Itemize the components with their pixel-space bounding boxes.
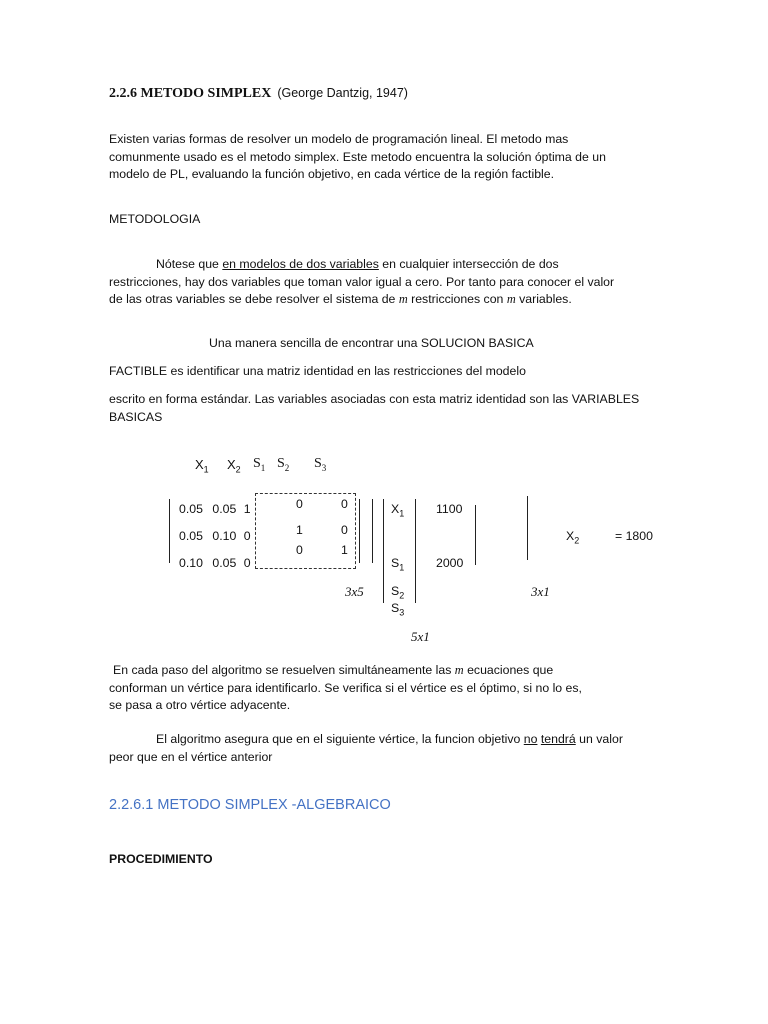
var-s3-text: $S_3$	[391, 601, 405, 618]
paso-text: En cada paso del algoritmo se resuelven simultáneamente las	[113, 663, 455, 677]
header-x2-text: $X_2$	[227, 457, 241, 475]
matrix-row-3	[179, 556, 251, 570]
cell: 0	[243, 529, 251, 543]
paso-text: ecuaciones que	[463, 663, 554, 677]
identity-r1c1: 0	[296, 497, 303, 511]
nota-line-3	[109, 291, 614, 309]
rhs-2000: 2000	[436, 556, 464, 570]
x2-label	[566, 529, 579, 545]
matrix-a-right-bar-2	[372, 499, 373, 563]
identity-r3c2: 1	[341, 543, 348, 557]
asegura-text: El algoritmo asegura que en el siguiente vértice, la funcion objetivo	[156, 732, 524, 746]
identity-r1c2: 0	[341, 497, 348, 511]
title-subtitle: (George Dantzig, 1947)	[277, 86, 408, 100]
dim-3x5: 3x5	[345, 584, 364, 599]
nota-m: m	[506, 292, 516, 306]
nota-line-2: restricciones, hay dos variables que toman valor igual a cero. Por tanto para conocer el valor	[109, 274, 615, 289]
procedimiento-heading: PROCEDIMIENTO	[109, 852, 213, 866]
header-x2	[227, 457, 241, 475]
header-s3-text: $S_3$	[314, 456, 327, 473]
var-s1	[391, 556, 404, 572]
rhs-far-bar	[527, 496, 528, 560]
var-x1-text: $X_1$	[391, 502, 405, 519]
x2-equals-1800: = 1800	[615, 529, 653, 543]
asegura-line-1	[109, 731, 623, 749]
header-x1	[195, 457, 209, 475]
nota-text: variables.	[515, 292, 572, 306]
nota-m: m	[398, 292, 408, 306]
asegura-text: un valor	[575, 732, 623, 746]
asegura-line-2: peor que en el vértice anterior	[109, 749, 273, 764]
cell: 1	[243, 502, 251, 516]
header-s2-text: $S_2$	[277, 456, 290, 473]
header-s3	[314, 456, 326, 473]
nota-text: de las otras variables se debe resolver el sistema de	[109, 292, 399, 306]
solucion-line-2: FACTIBLE es identificar una matriz identidad en las restricciones del modelo	[109, 364, 526, 378]
var-s2-text: $S_2$	[391, 584, 405, 601]
paso-line-1	[109, 662, 582, 680]
dim-5x1: 5x1	[411, 629, 430, 644]
paso-line-3: se pasa a otro vértice adyacente.	[109, 698, 291, 712]
rhs-right-bar	[475, 505, 476, 565]
paso-line-2: conforman un vértice para identificarlo. Se verifica si el vértice es el óptimo, si no lo es,	[109, 680, 582, 695]
identity-r2c1: 1	[296, 523, 303, 537]
metodologia-heading: METODOLOGIA	[109, 212, 201, 226]
cell: 0	[243, 556, 251, 570]
header-s1-text: $S_1$	[253, 456, 266, 473]
cell: 0.05	[212, 502, 237, 516]
identity-r3c1: 0	[296, 543, 303, 557]
matrix-a-right-bar	[359, 499, 360, 563]
paso-paragraph	[109, 662, 582, 715]
page-title	[109, 86, 408, 102]
cell: 0.05	[212, 556, 237, 570]
cell: 0.10	[212, 529, 237, 543]
var-vector-left-bar	[383, 499, 384, 603]
cell: 0.05	[179, 502, 203, 516]
intro-paragraph	[109, 131, 606, 184]
section-subheading: 2.2.6.1 METODO SIMPLEX -ALGEBRAICO	[109, 797, 391, 813]
dim-3x1: 3x1	[531, 584, 550, 599]
nota-text: Nótese que	[156, 257, 223, 271]
asegura-tendra: tendrá	[540, 732, 576, 746]
intro-line-3: modelo de PL, evaluando la función objetivo, en cada vértice de la región factible.	[109, 167, 555, 181]
title-main: 2.2.6 METODO SIMPLEX	[109, 86, 272, 101]
var-x1	[391, 502, 404, 518]
var-s3	[391, 601, 404, 617]
nota-text: restricciones con	[407, 292, 507, 306]
cell: 0.05	[179, 529, 203, 543]
var-s1-text: $S_1$	[391, 556, 405, 573]
asegura-no: no	[523, 732, 538, 746]
nota-text: en cualquier intersección de dos	[378, 257, 559, 271]
paso-m: m	[454, 663, 464, 677]
nota-underlined: en modelos de dos variables	[222, 257, 379, 271]
cell: 0.10	[179, 556, 203, 570]
header-x1-text: $X_1$	[195, 457, 209, 475]
var-vector-right-bar	[415, 499, 416, 603]
x2-label-text: $X_2$	[566, 529, 580, 546]
var-s2	[391, 584, 404, 600]
matrix-row-1	[179, 502, 251, 516]
identity-r2c2: 0	[341, 523, 348, 537]
nota-paragraph	[109, 256, 614, 309]
solucion-line-1: Una manera sencilla de encontrar una SOLUCION BASICA	[209, 336, 534, 350]
solucion-line-4: BASICAS	[109, 410, 163, 424]
header-s2	[277, 456, 289, 473]
rhs-1100: 1100	[436, 502, 463, 516]
matrix-a-left-bar	[169, 499, 170, 563]
intro-line-1: Existen varias formas de resolver un modelo de programación lineal. El metodo mas	[109, 132, 569, 146]
nota-line-1	[109, 256, 614, 274]
solucion-line-3: escrito en forma estándar. Las variables asociadas con esta matriz identidad son las VARIABLES	[109, 392, 640, 406]
asegura-paragraph	[109, 731, 623, 766]
header-s1	[253, 456, 265, 473]
matrix-row-2	[179, 529, 251, 543]
intro-line-2: comunmente usado es el metodo simplex. Este metodo encuentra la solución óptima de un	[109, 149, 606, 164]
